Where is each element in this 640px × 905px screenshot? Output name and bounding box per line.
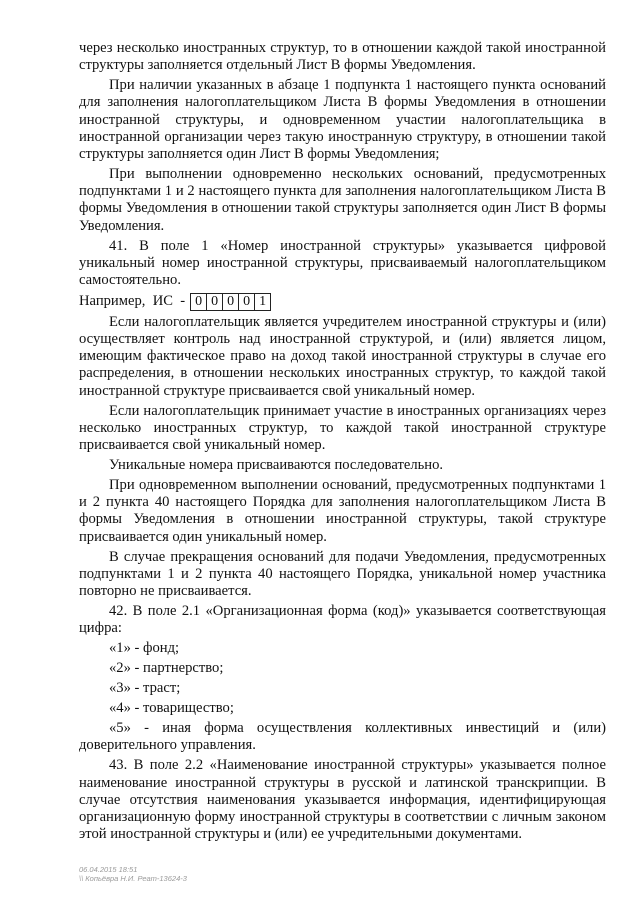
paragraph: При одновременном выполнении оснований, предусмотренных подпунктами 1 и 2 пункта 40 настоящего Порядка для заполнения налогоплательщиком Листа В формы Уведомления в отношении иностранной структуры, такой структуре присваивается один уникальный номер.: [79, 477, 606, 545]
paragraph: Если налогоплательщик является учредителем иностранной структуры и (или) осуществляет контроль над иностранной структурой, и (или) является лицом, имеющим фактическое право на доход такой иностранной структуры в случае его распределения, в отношении нескольких иностранных структур, то каждой такой иностранной структуре присваивается свой уникальный номер.: [79, 313, 606, 399]
code-list: [79, 640, 606, 754]
digit-box: 0: [238, 294, 254, 310]
paragraph: Уникальные номера присваиваются последовательно.: [109, 457, 444, 474]
code-list-item: «4» - товарищество;: [109, 700, 234, 717]
paragraph: Если налогоплательщик принимает участие в иностранных организациях через несколько иностранных структур, то каждой такой иностранной структуре присваивается свой уникальный номер.: [79, 402, 606, 454]
paragraph-item-43: 43. В поле 2.2 «Наименование иностранной структуры» указывается полное наименование иностранной структуры в русской и латинской транскрипции. В случае отсутствия наименования указывается информация, идентифицирующая организационную форму иностранной структуры в соответствии с личным законом этой иностранной структуры и (или) ее учредительными документами.: [79, 757, 606, 843]
paragraph: При выполнении одновременно нескольких оснований, предусмотренных подпунктами 1 и 2 настоящего пункта для заполнения налогоплательщиком Листа В формы Уведомления в отношении такой структуры заполняется один Лист В формы Уведомления.: [79, 166, 606, 234]
digit-boxes: [190, 293, 271, 311]
example-line: [79, 292, 606, 311]
digit-box: 1: [254, 294, 270, 310]
code-list-item: «3» - траст;: [109, 680, 181, 697]
example-label: Например, ИС -: [79, 292, 186, 309]
code-list-item: «2» - партнерство;: [109, 660, 224, 677]
code-list-item: «1» - фонд;: [109, 640, 180, 657]
code-list-item: «5» - иная форма осуществления коллективных инвестиций и (или) доверительного управления.: [79, 720, 606, 754]
paragraph-item-42: 42. В поле 2.1 «Организационная форма (код)» указывается соответствующая цифра:: [79, 603, 606, 637]
stamp-author: \\ Копьёвра Н.И. Реат-13624-3: [79, 874, 187, 883]
paragraph: При наличии указанных в абзаце 1 подпункта 1 настоящего пункта оснований для заполнения налогоплательщиком Листа В формы Уведомления в отношении иностранной структуры, и одновременном участии налогоплательщика в иностранной организации через такую иностранную структуру, в отношении такой структуры заполняется один Лист В формы Уведомления;: [79, 77, 606, 163]
document-page: [79, 40, 606, 846]
paragraph-continuation: через несколько иностранных структур, то в отношении каждой такой иностранной структуры заполняется отдельный Лист В формы Уведомления.: [79, 40, 606, 74]
digit-box: 0: [206, 294, 222, 310]
document-stamp: [79, 865, 187, 883]
paragraph-item-41: 41. В поле 1 «Номер иностранной структуры» указывается цифровой уникальный номер иностранной структуры, присваиваемый налогоплательщиком самостоятельно.: [79, 237, 606, 289]
stamp-date: 06.04.2015 18:51: [79, 865, 138, 874]
paragraph: В случае прекращения оснований для подачи Уведомления, предусмотренных подпунктами 1 и 2 пункта 40 настоящего Порядка, уникальной номер участника повторно не присваивается.: [79, 548, 606, 600]
digit-box: 0: [222, 294, 238, 310]
digit-box: 0: [195, 293, 203, 309]
